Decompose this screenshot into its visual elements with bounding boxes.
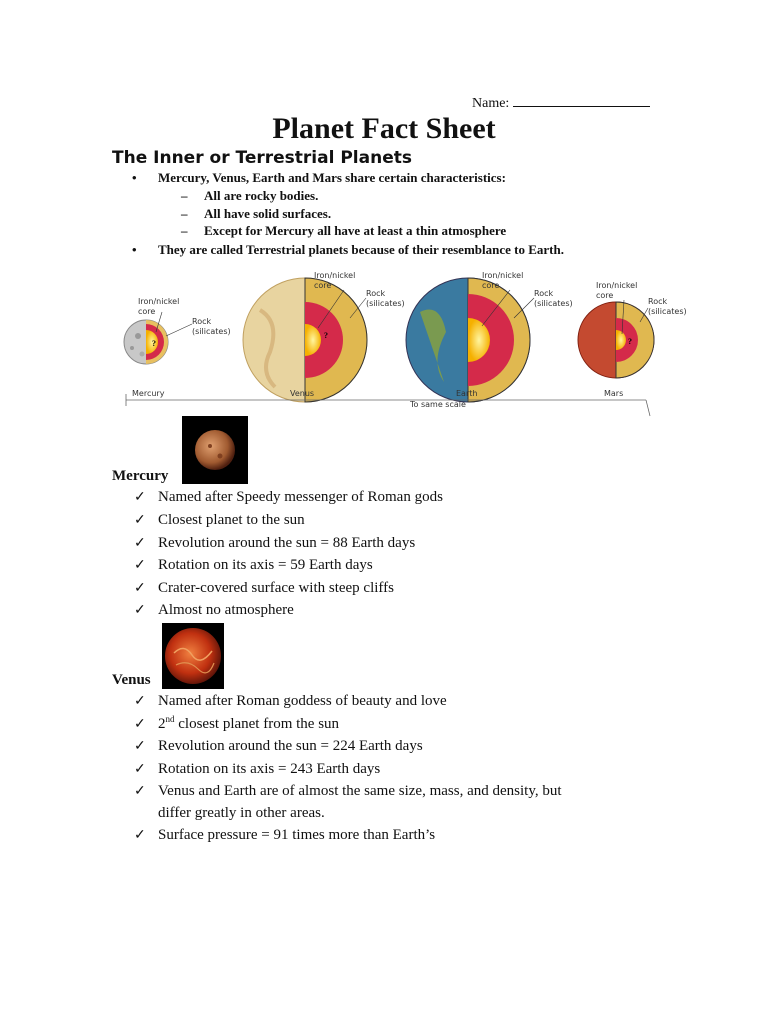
rock-label: (silicates)	[192, 327, 231, 336]
rock-label: Rock	[192, 317, 212, 326]
check-icon: ✓	[134, 739, 146, 754]
bullet-icon: •	[132, 170, 137, 185]
check-icon: ✓	[134, 513, 146, 528]
check-icon: ✓	[134, 536, 146, 551]
core-label: core	[138, 307, 156, 316]
sub-item	[181, 188, 319, 204]
check-icon: ✓	[134, 828, 146, 843]
sub-item-text: All are rocky bodies.	[204, 188, 319, 203]
fact-text: Named after Speedy messenger of Roman gods	[158, 489, 443, 505]
fact-text: Venus and Earth are of almost the same size, mass, and density, but	[158, 783, 562, 799]
dash-icon: –	[181, 188, 188, 203]
intro-bullet-2	[132, 242, 564, 258]
planet-label-mercury: Mercury	[132, 389, 165, 398]
list-item	[134, 827, 436, 844]
list-item	[134, 783, 562, 800]
list-item-continued	[158, 805, 325, 822]
planet-label-mars: Mars	[604, 389, 624, 398]
fact-text: Rotation on its axis = 243 Earth days	[158, 761, 381, 777]
core-label: core	[314, 281, 332, 290]
venus-photo	[162, 623, 224, 689]
list-item	[134, 580, 394, 597]
intro-bullet-1-text: Mercury, Venus, Earth and Mars share certain characteristics:	[158, 170, 506, 185]
check-icon: ✓	[134, 694, 146, 709]
ordinal-number: 2	[158, 716, 166, 732]
rock-label: (silicates)	[648, 307, 687, 316]
rock-label: Rock	[648, 297, 668, 306]
venus-heading: Venus	[112, 672, 151, 688]
planet-label-venus: Venus	[290, 389, 315, 398]
rock-label: (silicates)	[366, 299, 405, 308]
core-label: Iron/nickel	[314, 271, 356, 280]
intro-bullet-1	[132, 170, 506, 186]
fact-text: Rotation on its axis = 59 Earth days	[158, 557, 373, 573]
rock-label: Rock	[534, 289, 554, 298]
core-label: Iron/nickel	[138, 297, 180, 306]
earth-cross-section	[406, 271, 573, 402]
bullet-icon: •	[132, 242, 137, 257]
fact-text: Surface pressure = 91 times more than Earth’s	[158, 827, 436, 843]
intro-bullet-2-text: They are called Terrestrial planets because of their resemblance to Earth.	[158, 242, 564, 257]
planet-label-earth: Earth	[456, 389, 478, 398]
check-icon: ✓	[134, 558, 146, 573]
fact-text: Revolution around the sun = 88 Earth days	[158, 535, 416, 551]
core-label: core	[596, 291, 614, 300]
core-question-mark: ?	[152, 339, 156, 348]
planet-interior-diagram	[110, 262, 687, 422]
rock-label: Rock	[366, 289, 386, 298]
check-icon: ✓	[134, 490, 146, 505]
sub-item-text: Except for Mercury all have at least a thin atmosphere	[204, 223, 507, 238]
check-icon: ✓	[134, 762, 146, 777]
page-title: Planet Fact Sheet	[272, 112, 496, 145]
ordinal-suffix: nd	[165, 714, 175, 724]
sub-item	[181, 223, 507, 239]
name-blank-line[interactable]	[513, 94, 650, 107]
core-label: Iron/nickel	[482, 271, 524, 280]
list-item	[134, 535, 416, 552]
name-field	[472, 94, 650, 112]
fact-text: Crater-covered surface with steep cliffs	[158, 580, 394, 596]
core-label: Iron/nickel	[596, 281, 638, 290]
list-item	[134, 693, 447, 710]
check-icon: ✓	[134, 784, 146, 799]
list-item	[134, 602, 294, 619]
check-icon: ✓	[134, 581, 146, 596]
scale-label: To same scale	[410, 400, 466, 409]
fact-text: Named after Roman goddess of beauty and love	[158, 693, 447, 709]
dash-icon: –	[181, 206, 188, 221]
section-heading: The Inner or Terrestrial Planets	[112, 148, 412, 168]
core-question-mark: ?	[628, 337, 632, 346]
fact-text: Closest planet to the sun	[158, 512, 305, 528]
check-icon: ✓	[134, 717, 146, 732]
list-item	[134, 761, 381, 778]
sub-item	[181, 206, 332, 222]
list-item	[134, 557, 373, 574]
fact-text: Almost no atmosphere	[158, 602, 294, 618]
list-item	[134, 512, 305, 529]
rock-label: (silicates)	[534, 299, 573, 308]
name-label: Name:	[472, 96, 510, 111]
list-item	[134, 714, 340, 733]
venus-cross-section	[243, 271, 405, 402]
fact-text: differ greatly in other areas.	[158, 805, 325, 821]
dash-icon: –	[181, 223, 188, 238]
list-item	[134, 738, 423, 755]
fact-text: Revolution around the sun = 224 Earth days	[158, 738, 423, 754]
sub-item-text: All have solid surfaces.	[204, 206, 332, 221]
core-label: core	[482, 281, 500, 290]
mars-cross-section	[578, 281, 687, 398]
fact-text: closest planet from the sun	[178, 716, 340, 732]
core-question-mark: ?	[324, 331, 328, 340]
check-icon: ✓	[134, 603, 146, 618]
list-item	[134, 489, 443, 506]
mercury-heading: Mercury	[112, 468, 169, 484]
mercury-cross-section	[124, 297, 231, 398]
mercury-photo	[182, 416, 248, 484]
